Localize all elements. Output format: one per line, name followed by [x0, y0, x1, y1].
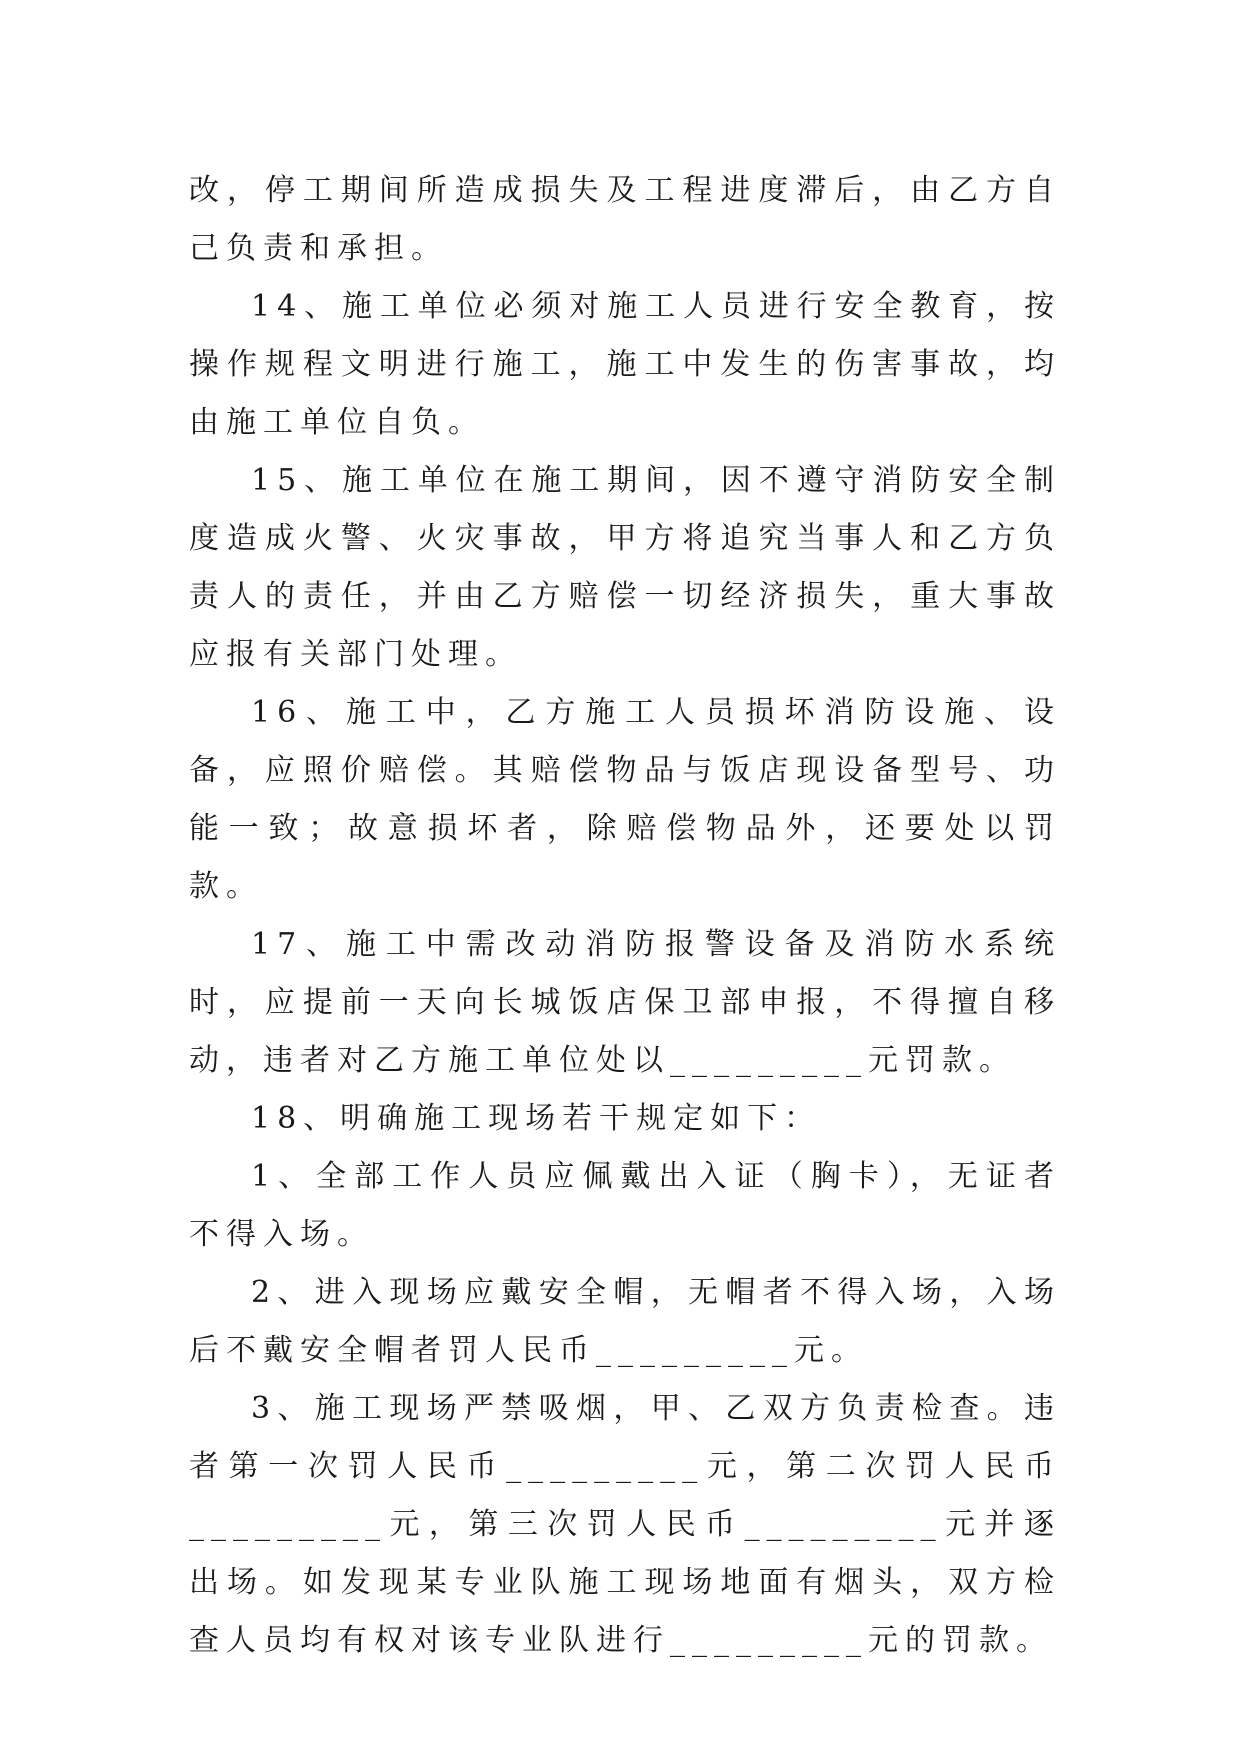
paragraph-clause-14: 14、施工单位必须对施工人员进行安全教育，按操作规程文明进行施工，施工中发生的伤害事故，均由施工单位自负。 [189, 289, 1061, 440]
paragraph-clause-15: 15、施工单位在施工期间，因不遵守消防安全制度造成火警、火灾事故，甲方将追究当事人和乙方负责人的责任，并由乙方赔偿一切经济损失，重大事故应报有关部门处理。 [189, 463, 1061, 672]
paragraph-clause-18: 18、明确施工现场若干规定如下： [251, 1101, 822, 1136]
paragraph-rule-2: 2、进入现场应戴安全帽，无帽者不得入场，入场后不戴安全帽者罚人民币_________元。 [189, 1275, 1061, 1368]
paragraph-rule-3: 3、施工现场严禁吸烟，甲、乙双方负责检查。违者第一次罚人民币_________元，第二次罚人民币_________元，第三次罚人民币_________元并逐出场。如发现某专业队施工现场地面有烟头，双方检查人员均有权对该专业队进行_________元的罚款。 [189, 1391, 1061, 1658]
paragraph-clause-17: 17、施工中需改动消防报警设备及消防水系统时，应提前一天向长城饭店保卫部申报，不得擅自移动，违者对乙方施工单位处以_________元罚款。 [189, 927, 1061, 1078]
paragraph-continuation: 改，停工期间所造成损失及工程进度滞后，由乙方自己负责和承担。 [189, 173, 1061, 266]
paragraph-clause-16: 16、施工中，乙方施工人员损坏消防设施、设备，应照价赔偿。其赔偿物品与饭店现设备型号、功能一致；故意损坏者，除赔偿物品外，还要处以罚款。 [189, 695, 1061, 904]
paragraph-rule-1: 1、全部工作人员应佩戴出入证（胸卡），无证者不得入场。 [189, 1159, 1061, 1252]
document-body [189, 162, 1061, 1670]
